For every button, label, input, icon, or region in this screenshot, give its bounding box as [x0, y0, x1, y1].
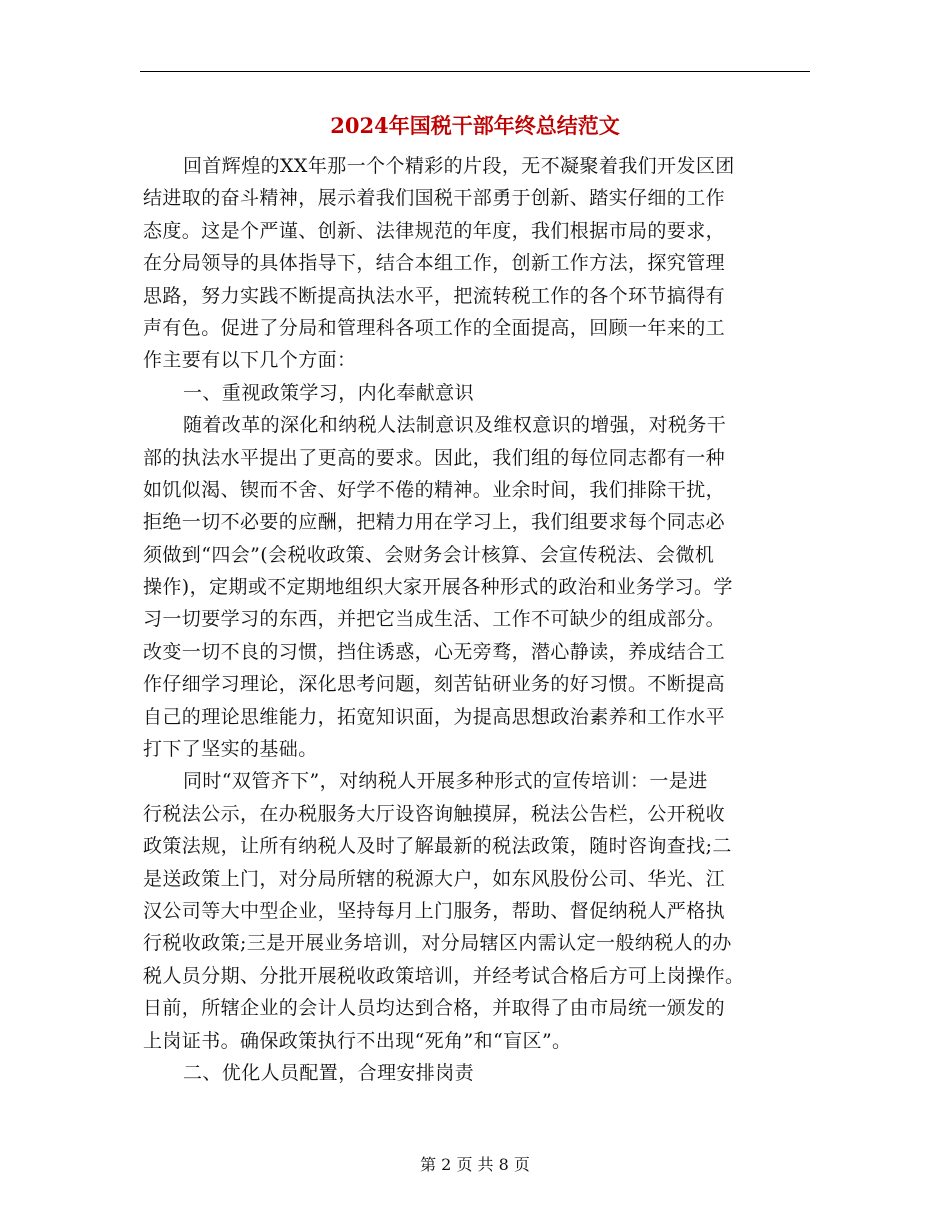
paragraph-line: 打下了坚实的基础。: [143, 738, 318, 761]
paragraph-line: 是送政策上门，对分局所辖的税源大户，如东风股份公司、华光、江: [143, 867, 726, 890]
paragraph-line: 自己的理论思维能力，拓宽知识面，为提高思想政治素养和工作水平: [143, 705, 726, 728]
section-heading: 二、优化人员配置，合理安排岗责: [183, 1061, 475, 1084]
paragraph-line: 上岗证书。确保政策执行不出现“死角”和“盲区”。: [143, 1029, 572, 1052]
paragraph-line: 态度。这是个严谨、创新、法律规范的年度，我们根据市局的要求，: [143, 219, 726, 242]
paragraph-line: 行税法公示，在办税服务大厅设咨询触摸屏，税法公告栏，公开税收: [143, 802, 726, 825]
paragraph-line: 随着改革的深化和纳税人法制意识及维权意识的增强，对税务干: [183, 414, 727, 437]
paragraph-line: 习一切要学习的东西，并把它当成生活、工作不可缺少的组成部分。: [143, 608, 726, 631]
paragraph-line: 作主要有以下几个方面：: [143, 349, 357, 372]
paragraph-line: 拒绝一切不必要的应酬，把精力用在学习上，我们组要求每个同志必: [143, 511, 726, 534]
paragraph-line: 声有色。促进了分局和管理科各项工作的全面提高，回顾一年来的工: [143, 316, 726, 339]
paragraph-line: 结进取的奋斗精神，展示着我们国税干部勇于创新、踏实仔细的工作: [143, 187, 726, 210]
paragraph-line: 同时“双管齐下”，对纳税人开展多种形式的宣传培训：一是进: [183, 770, 708, 793]
paragraph-line: 在分局领导的具体指导下，结合本组工作，创新工作方法，探究管理: [143, 252, 726, 275]
section-heading: 一、重视政策学习，内化奉献意识: [183, 381, 475, 404]
paragraph-line: 行税收政策;三是开展业务培训，对分局辖区内需认定一般纳税人的办: [143, 932, 732, 955]
paragraph-line: 须做到“四会”(会税收政策、会财务会计核算、会宣传税法、会微机: [143, 543, 715, 566]
header-rule: [140, 71, 810, 72]
page-number: 第 2 页 共 8 页: [420, 1155, 530, 1174]
paragraph-line: 操作)，定期或不定期地组织大家开展各种形式的政治和业务学习。学: [143, 576, 733, 599]
document-body: [143, 150, 813, 1089]
paragraph-line: 政策法规，让所有纳税人及时了解最新的税法政策，随时咨询查找;二: [143, 835, 732, 858]
paragraph-line: 思路，努力实践不断提高执法水平，把流转税工作的各个环节搞得有: [143, 284, 726, 307]
paragraph-line: 日前，所辖企业的会计人员均达到合格，并取得了由市局统一颁发的: [143, 997, 726, 1020]
paragraph-line: 汉公司等大中型企业，坚持每月上门服务，帮助、督促纳税人严格执: [143, 899, 726, 922]
paragraph-line: 回首辉煌的XX年那一个个精彩的片段，无不凝聚着我们开发区团: [183, 155, 735, 177]
document-title: 2024年国税干部年终总结范文: [330, 113, 620, 138]
paragraph-line: 作仔细学习理论，深化思考问题，刻苦钻研业务的好习惯。不断提高: [143, 673, 726, 696]
paragraph-line: 部的执法水平提出了更高的要求。因此，我们组的每位同志都有一种: [143, 446, 726, 469]
paragraph-line: 改变一切不良的习惯，挡住诱惑，心无旁骛，潜心静读，养成结合工: [143, 640, 726, 663]
paragraph-line: 税人员分期、分批开展税收政策培训，并经考试合格后方可上岗操作。: [143, 964, 745, 987]
paragraph-line: 如饥似渴、锲而不舍、好学不倦的精神。业余时间，我们排除干扰，: [143, 478, 726, 501]
